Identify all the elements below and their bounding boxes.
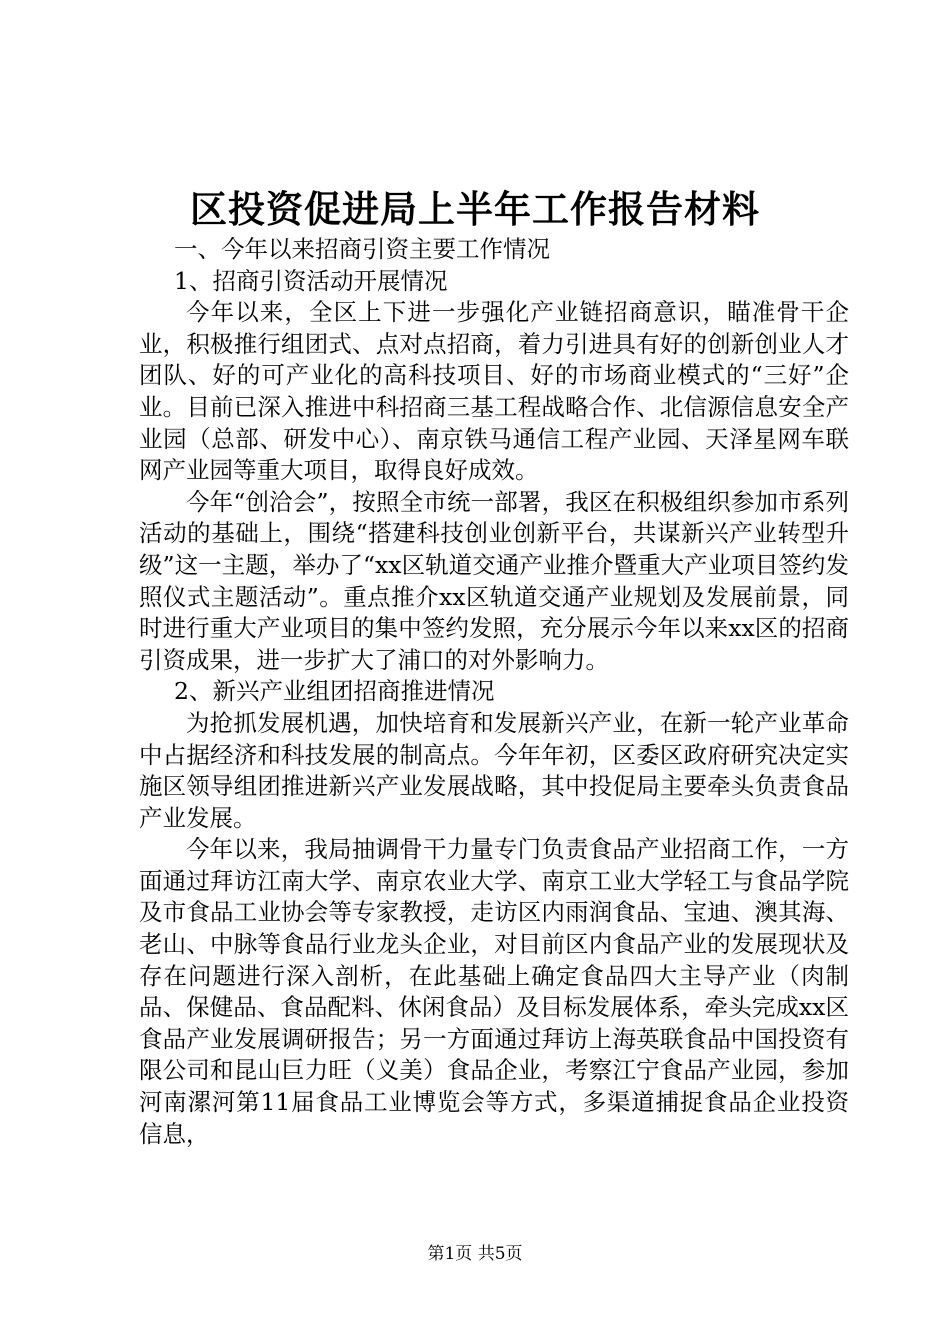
paragraph: 今年以来，全区上下进一步强化产业链招商意识，瞄准骨干企业，积极推行组团式、点对点招商，着力引进具有好的创新创业人才团队、好的可产业化的高科技项目、好的市场商业模式的“三好”企业。目前已深入推进中科招商三基工程战略合作、北信源信息安全产业园（总部、研发中心）、南京铁马通信工程产业园、天泽星网车联网产业园等重大项目，取得良好成效。 [139, 298, 849, 485]
section-heading-1: 一、今年以来招商引资主要工作情况 [174, 235, 550, 263]
subsection-heading-1: 1、招商引资活动开展情况 [174, 266, 448, 295]
paragraph: 今年以来，我局抽调骨干力量专门负责食品产业招商工作，一方面通过拜访江南大学、南京农业大学、南京工业大学轻工与食品学院及市食品工业协会等专家教授，走访区内雨润食品、宝迪、澳其海、老山、中脉等食品行业龙头企业，对目前区内食品产业的发展现状及存在问题进行深入剖析，在此基础上确定食品四大主导产业（肉制品、保健品、食品配料、休闲食品）及目标发展体系，牵头完成xx区食品产业发展调研报告；另一方面通过拜访上海英联食品中国投资有限公司和昆山巨力旺（义美）食品企业，考察江宁食品产业园，参加河南漯河第11届食品工业博览会等方式，多渠道捕捉食品企业投资信息， [139, 835, 849, 1148]
page-number-footer: 第1页 共5页 [427, 1244, 523, 1264]
subsection-heading-2: 2、新兴产业组团招商推进情况 [174, 677, 495, 706]
paragraph: 今年“创洽会”，按照全市统一部署，我区在积极组织参加市系列活动的基础上，围绕“搭建科技创业创新平台，共谋新兴产业转型升级”这一主题，举办了“xx区轨道交通产业推介暨重大产业项目签约发照仪式主题活动”。重点推介xx区轨道交通产业规划及发展前景，同时进行重大产业项目的集中签约发照，充分展示今年以来xx区的招商引资成果，进一步扩大了浦口的对外影响力。 [139, 487, 849, 674]
paragraph: 为抢抓发展机遇，加快培育和发展新兴产业，在新一轮产业革命中占据经济和科技发展的制高点。今年年初，区委区政府研究决定实施区领导组团推进新兴产业发展战略，其中投促局主要牵头负责食品产业发展。 [139, 708, 849, 832]
document-body [139, 234, 849, 1150]
document-title: 区投资促进局上半年工作报告材料 [190, 187, 760, 231]
